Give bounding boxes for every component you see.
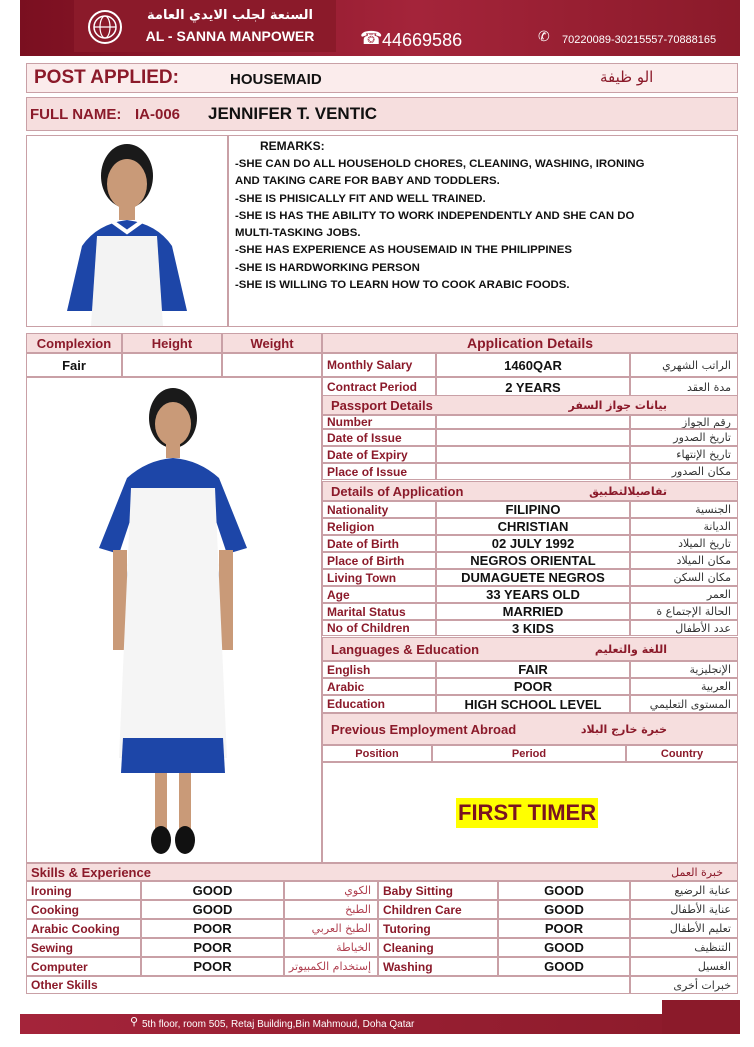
remarks-list — [235, 156, 644, 294]
skill-arabic: إستخدام الكمبيوتر — [284, 957, 378, 976]
details-row-label: Date of Birth — [322, 535, 436, 552]
skill-arabic: عناية الأطفال — [630, 900, 738, 919]
mobile-numbers: 70220089-30215557-70888165 — [562, 34, 717, 46]
portrait-photo — [27, 136, 227, 326]
skill-arabic: الخياطة — [284, 938, 378, 957]
remark-line: -SHE IS PHISICALLY FIT AND WELL TRAINED. — [235, 192, 486, 205]
complexion-header: Complexion — [26, 333, 122, 353]
languages-row-label: Education — [322, 695, 436, 713]
skill-arabic: الكوي — [284, 881, 378, 900]
skill-value: GOOD — [498, 900, 630, 919]
skill-value: POOR — [141, 919, 284, 938]
languages-section-title: Languages & Education — [331, 641, 480, 657]
details-row-value: NEGROS ORIENTAL — [436, 552, 630, 569]
details-row-value: CHRISTIAN — [436, 518, 630, 535]
height-value — [122, 353, 222, 377]
details-section-title: Details of Application — [331, 483, 464, 499]
remark-line: -SHE IS HAS THE ABILITY TO WORK INDEPENDENTLY AND SHE CAN DO — [235, 209, 635, 222]
skill-value: GOOD — [498, 957, 630, 976]
passport-row-value — [436, 429, 630, 446]
passport-section-header — [322, 395, 738, 415]
skills-header — [26, 863, 738, 881]
skill-value: GOOD — [141, 900, 284, 919]
passport-row-arabic: رقم الجواز — [630, 415, 738, 429]
mobile-icon: ✆ — [538, 28, 550, 44]
skills-title: Skills & Experience — [31, 864, 151, 880]
first-timer-badge: FIRST TIMER — [456, 798, 598, 828]
applicant-code: IA-006 — [135, 106, 181, 123]
details-row-arabic: مكان السكن — [630, 569, 738, 586]
prev-employment-section-arabic: خبرة خارج البلاد — [580, 722, 667, 736]
complexion-value: Fair — [26, 353, 122, 377]
name-label: FULL NAME: — [30, 106, 122, 123]
details-row-label: Age — [322, 586, 436, 603]
details-row-arabic: مكان الميلاد — [630, 552, 738, 569]
languages-row-label: English — [322, 661, 436, 678]
passport-row-label: Date of Issue — [322, 429, 436, 446]
skill-label: Sewing — [26, 938, 141, 957]
other-skills-arabic: خبرات أخرى — [630, 976, 738, 994]
skill-arabic: الطبخ — [284, 900, 378, 919]
name-row — [26, 97, 738, 131]
remark-line: -SHE IS HARDWORKING PERSON — [235, 261, 420, 274]
details-section-header — [322, 481, 738, 501]
details-row-arabic: عدد الأطفال — [630, 620, 738, 636]
skills-arabic: خبرة العمل — [671, 865, 723, 879]
passport-row-value — [436, 415, 630, 429]
skill-arabic: عناية الرضيع — [630, 881, 738, 900]
remark-line: -SHE IS WILLING TO LEARN HOW TO COOK ARABIC FOODS. — [235, 279, 570, 292]
skill-arabic: الغسيل — [630, 957, 738, 976]
prev-employment-section-header — [322, 713, 738, 745]
application-details-header: Application Details — [322, 333, 738, 353]
weight-value — [222, 353, 322, 377]
languages-row-arabic: العربية — [630, 678, 738, 695]
passport-row-arabic: مكان الصدور — [630, 463, 738, 480]
skill-value: POOR — [141, 938, 284, 957]
languages-row-arabic: الإنجليزية — [630, 661, 738, 678]
details-row-value: FILIPINO — [436, 501, 630, 518]
skill-label: Baby Sitting — [378, 881, 498, 900]
languages-row-label: Arabic — [322, 678, 436, 695]
remark-line: -SHE HAS EXPERIENCE AS HOUSEMAID IN THE PHILIPPINES — [235, 244, 572, 257]
passport-section-title: Passport Details — [331, 397, 433, 413]
details-row-value: MARRIED — [436, 603, 630, 620]
passport-row-value — [436, 463, 630, 480]
remark-line: MULTI-TASKING JOBS. — [235, 227, 361, 240]
details-row-label: Religion — [322, 518, 436, 535]
languages-section-arabic: اللغة والتعليم — [594, 642, 667, 656]
skill-arabic: التنظيف — [630, 938, 738, 957]
footer-block — [662, 1000, 740, 1034]
company-arabic-name: السنعة لجلب الايدي العامة — [147, 8, 313, 23]
details-row-value: 33 YEARS OLD — [436, 586, 630, 603]
full-body-photo-box — [26, 377, 322, 863]
languages-row-arabic: المستوى التعليمي — [630, 695, 738, 713]
prev-col-header: Position — [322, 745, 432, 762]
details-row-arabic: الجنسية — [630, 501, 738, 518]
app-row-value: 1460QAR — [436, 353, 630, 377]
passport-row-label: Place of Issue — [322, 463, 436, 480]
skill-value: GOOD — [498, 881, 630, 900]
remarks-title: REMARKS: — [260, 139, 325, 153]
post-label: POST APPLIED: — [34, 67, 179, 88]
skill-arabic: تعليم الأطفال — [630, 919, 738, 938]
full-body-photo — [27, 378, 322, 862]
app-row-arabic: مدة العقد — [630, 377, 738, 397]
skill-label: Cooking — [26, 900, 141, 919]
details-row-arabic: تاريخ الميلاد — [630, 535, 738, 552]
details-row-label: Living Town — [322, 569, 436, 586]
app-row-arabic: الراتب الشهري — [630, 353, 738, 377]
passport-section-arabic: بيانات جواز السفر — [568, 398, 667, 412]
app-row-label: Monthly Salary — [322, 353, 436, 377]
passport-row-label: Date of Expiry — [322, 446, 436, 463]
passport-row-arabic: تاريخ الصدور — [630, 429, 738, 446]
details-row-value: 3 KIDS — [436, 620, 630, 636]
app-row-value: 2 YEARS — [436, 377, 630, 397]
details-row-label: No of Children — [322, 620, 436, 636]
location-pin-icon: ⚲ — [130, 1016, 139, 1028]
details-row-arabic: العمر — [630, 586, 738, 603]
skill-label: Cleaning — [378, 938, 498, 957]
skill-arabic: الطبخ العربي — [284, 919, 378, 938]
applicant-name: JENNIFER T. VENTIC — [208, 104, 378, 123]
prev-employment-section-title: Previous Employment Abroad — [331, 721, 517, 737]
company-name: AL - SANNA MANPOWER — [145, 28, 315, 44]
passport-row-value — [436, 446, 630, 463]
details-row-label: Nationality — [322, 501, 436, 518]
prev-col-header: Country — [626, 745, 738, 762]
details-row-value: DUMAGUETE NEGROS — [436, 569, 630, 586]
skill-value: POOR — [498, 919, 630, 938]
globe-logo-icon — [88, 10, 122, 44]
details-row-label: Marital Status — [322, 603, 436, 620]
post-value: HOUSEMAID — [230, 71, 322, 88]
details-row-arabic: الديانة — [630, 518, 738, 535]
skill-value: GOOD — [498, 938, 630, 957]
post-arabic: الو ظيفة — [600, 68, 654, 86]
photo-box — [26, 135, 228, 327]
remark-line: AND TAKING CARE FOR BABY AND TODDLERS. — [235, 175, 500, 188]
details-row-arabic: الحالة الإجتماع ة — [630, 603, 738, 620]
languages-row-value: HIGH SCHOOL LEVEL — [436, 695, 630, 713]
skill-label: Ironing — [26, 881, 141, 900]
phone-icon: ☎ — [360, 28, 383, 48]
remark-line: -SHE CAN DO ALL HOUSEHOLD CHORES, CLEANING, WASHING, IRONING — [235, 158, 645, 170]
footer-address: 5th floor, room 505, Retaj Building,Bin Mahmoud, Doha Qatar — [142, 1019, 415, 1030]
skill-value: POOR — [141, 957, 284, 976]
passport-row-label: Number — [322, 415, 436, 429]
skill-label: Arabic Cooking — [26, 919, 141, 938]
skill-value: GOOD — [141, 881, 284, 900]
skill-label: Children Care — [378, 900, 498, 919]
skill-label: Computer — [26, 957, 141, 976]
weight-header: Weight — [222, 333, 322, 353]
skill-label: Washing — [378, 957, 498, 976]
skill-label: Tutoring — [378, 919, 498, 938]
languages-section-header — [322, 637, 738, 661]
languages-row-value: POOR — [436, 678, 630, 695]
details-row-value: 02 JULY 1992 — [436, 535, 630, 552]
height-header: Height — [122, 333, 222, 353]
other-skills-label: Other Skills — [26, 976, 630, 994]
app-row-label: Contract Period — [322, 377, 436, 397]
passport-row-arabic: تاريخ الإنتهاء — [630, 446, 738, 463]
details-row-label: Place of Birth — [322, 552, 436, 569]
languages-row-value: FAIR — [436, 661, 630, 678]
phone-number: 44669586 — [382, 30, 463, 50]
prev-col-header: Period — [432, 745, 626, 762]
details-section-arabic: تفاصيلالتطبيق — [589, 484, 667, 498]
